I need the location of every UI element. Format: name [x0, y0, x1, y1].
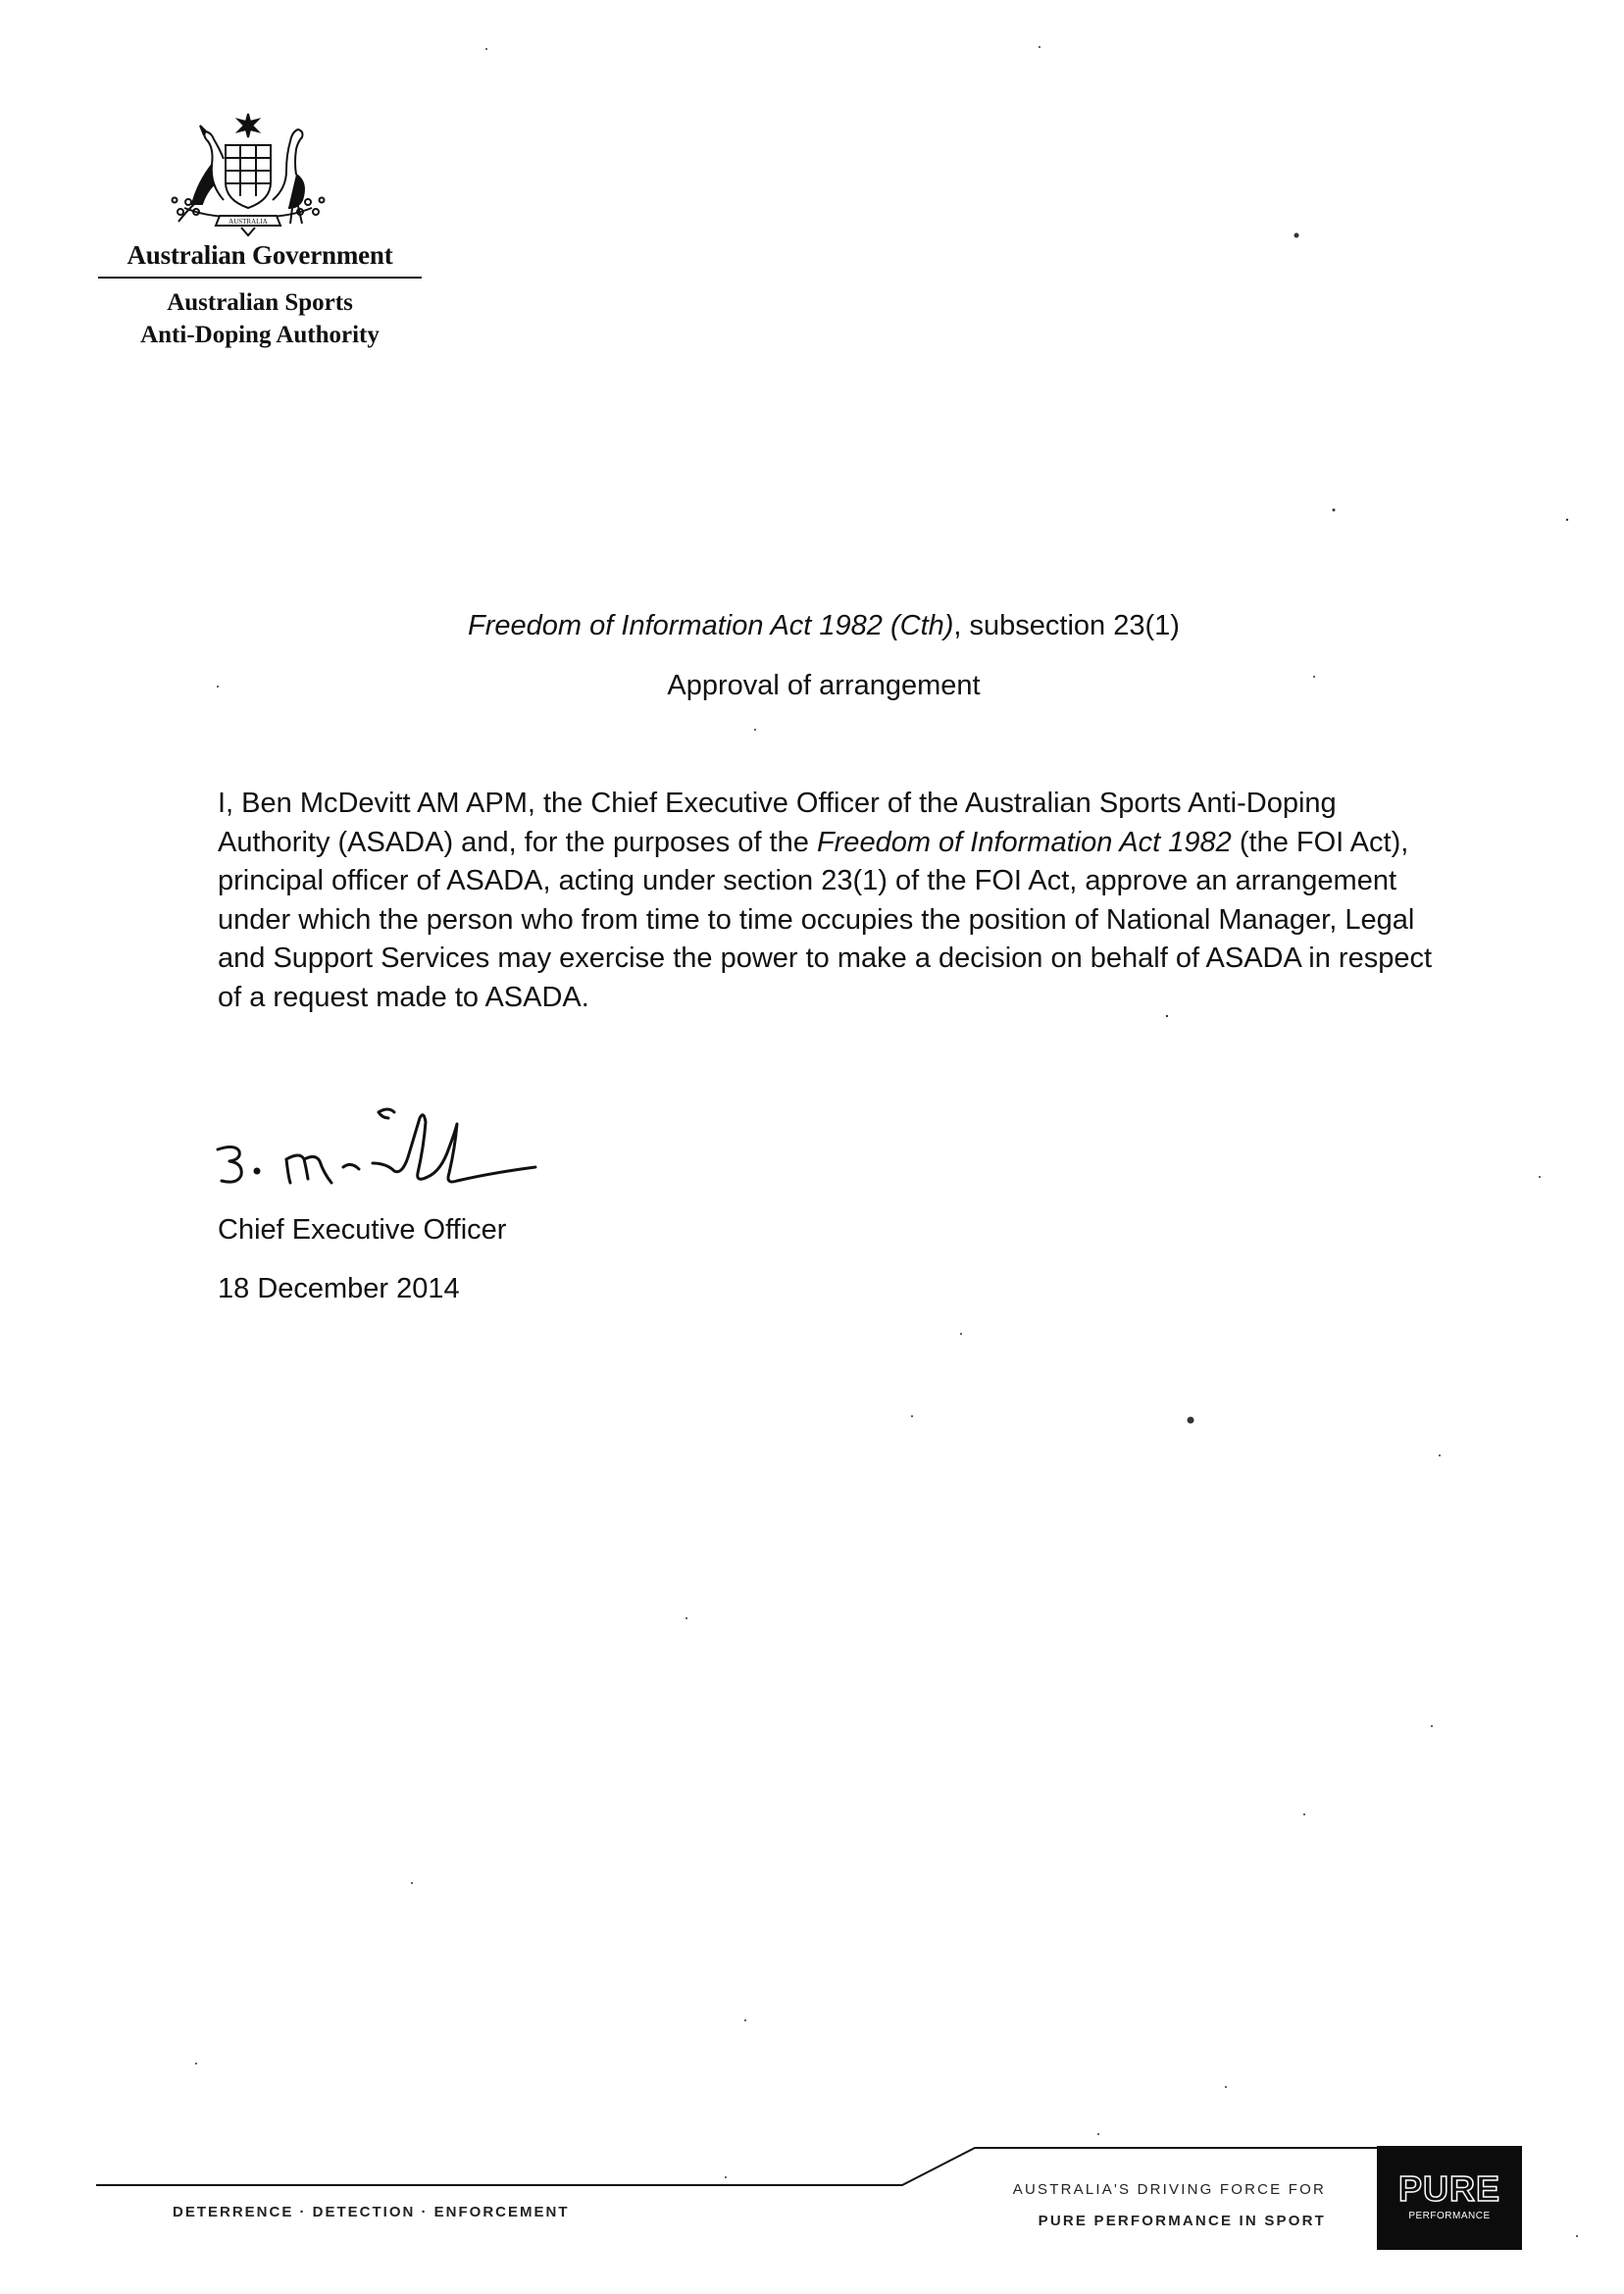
- footer-slogan-line-2: PURE PERFORMANCE IN SPORT: [1038, 2213, 1326, 2229]
- agency-name-line-2: Anti-Doping Authority: [140, 322, 380, 348]
- handwritten-signature: [206, 1089, 559, 1206]
- pure-performance-logo: [1377, 2146, 1522, 2250]
- signatory-title: Chief Executive Officer: [218, 1214, 507, 1246]
- agency-identity: [98, 240, 422, 351]
- footer-slogan-line-1: AUSTRALIA'S DRIVING FORCE FOR: [1012, 2181, 1326, 2198]
- body-text-part-1: I, Ben McDevitt AM APM, the Chief Executive Officer of the Australian Sports Anti-Doping Authority (ASADA) and, for the purposes of the: [218, 788, 1337, 858]
- agency-name: [98, 286, 422, 351]
- document-heading: [12, 610, 1624, 642]
- government-name: Australian Government: [98, 240, 422, 279]
- coat-of-arms-icon: [155, 106, 341, 238]
- logo-subtitle: PERFORMANCE: [1408, 2211, 1491, 2221]
- logo-word: PURE: [1397, 2168, 1501, 2209]
- heading-subsection: , subsection 23(1): [953, 610, 1180, 641]
- agency-name-line-1: Australian Sports: [167, 289, 353, 316]
- footer-slogan: [1013, 2174, 1326, 2237]
- crest-motto: AUSTRALIA: [228, 218, 268, 226]
- footer-tagline: DETERRENCE · DETECTION · ENFORCEMENT: [173, 2204, 570, 2220]
- body-text-part-2: (the FOI Act), principal officer of ASADA, acting under section 23(1) of the FOI Act, approve an arrangement under which the person who from time to time occupies the position of National Manager, Legal and Support Services may exercise the power to make a decision on behalf of ASADA in respect of a request made to ASADA.: [218, 826, 1433, 1013]
- approval-paragraph: [218, 785, 1434, 1017]
- act-title: Freedom of Information Act 1982 (Cth): [468, 610, 954, 641]
- signature-date: 18 December 2014: [218, 1273, 460, 1304]
- body-act-title: Freedom of Information Act 1982: [816, 826, 1232, 858]
- document-subheading: Approval of arrangement: [667, 670, 981, 701]
